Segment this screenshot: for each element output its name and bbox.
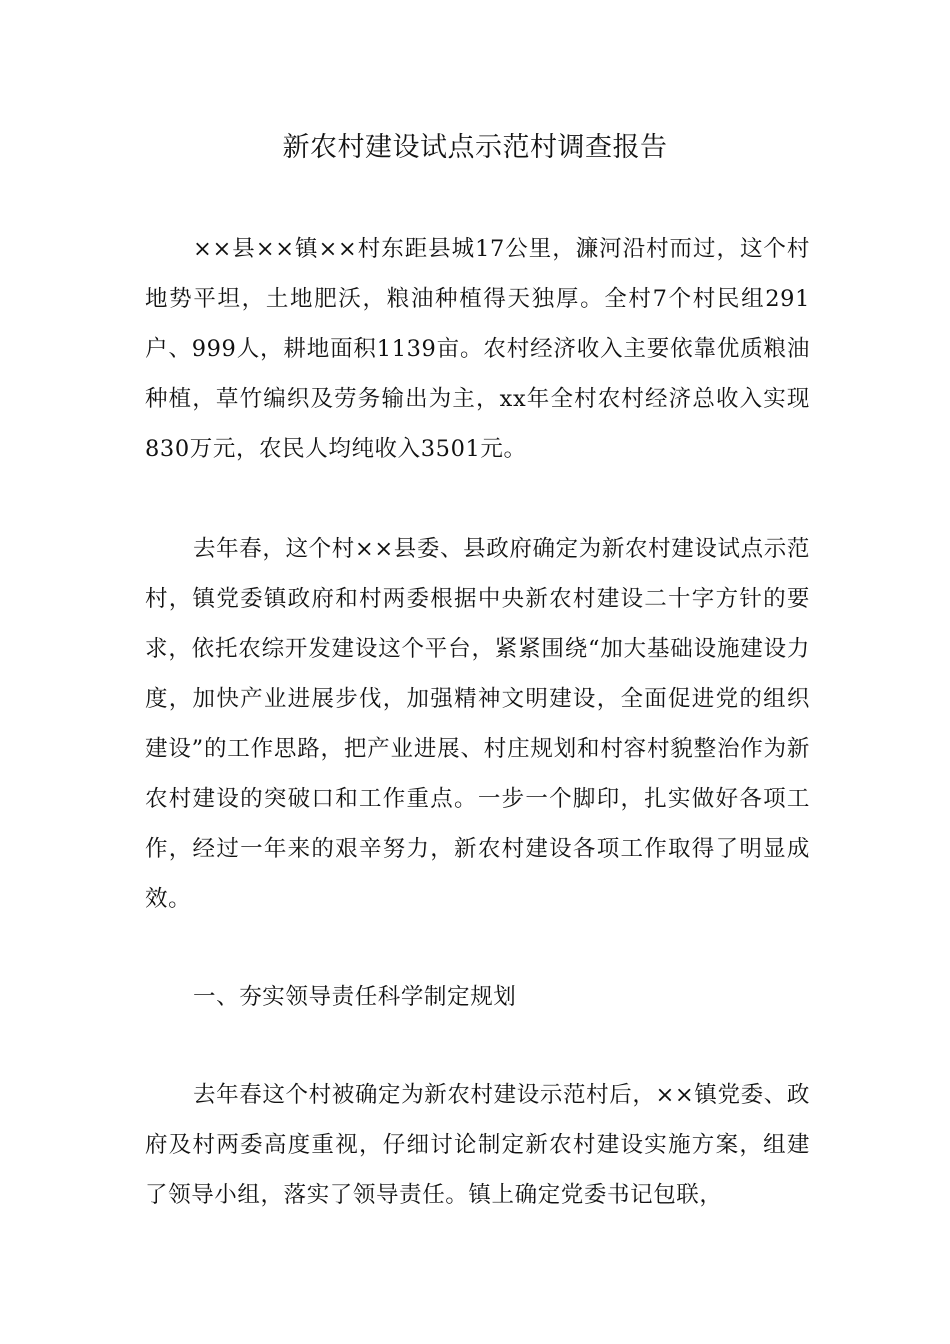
paragraph-village-overview: ××县××镇××村东距县城17公里，濂河沿村而过，这个村地势平坦，土地肥沃，粮油种植得天独厚。全村7个村民组291户、999人，耕地面积1139亩。农村经济收入主要依靠优质粮油种植，草竹编织及劳务输出为主，xx年全村农村经济总收入实现830万元，农民人均纯收入3501元。: [145, 236, 810, 462]
paragraph-leadership-details: 去年春这个村被确定为新农村建设示范村后，××镇党委、政府及村两委高度重视，仔细讨论制定新农村建设实施方案，组建了领导小组，落实了领导责任。镇上确定党委书记包联，: [145, 1082, 810, 1208]
paragraph-pilot-designation: 去年春，这个村××县委、县政府确定为新农村建设试点示范村，镇党委镇政府和村两委根据中央新农村建设二十字方针的要求，依托农综开发建设这个平台，紧紧围绕“加大基础设施建设力度，加快产业进展步伐，加强精神文明建设，全面促进党的组织建设”的工作思路，把产业进展、村庄规划和村容村貌整治作为新农村建设的突破口和工作重点。一步一个脚印，扎实做好各项工作，经过一年来的艰辛努力，新农村建设各项工作取得了明显成效。: [145, 536, 810, 912]
document-title: 新农村建设试点示范村调查报告: [282, 132, 668, 163]
section-heading-leadership-planning: 一、夯实领导责任科学制定规划: [193, 984, 517, 1010]
